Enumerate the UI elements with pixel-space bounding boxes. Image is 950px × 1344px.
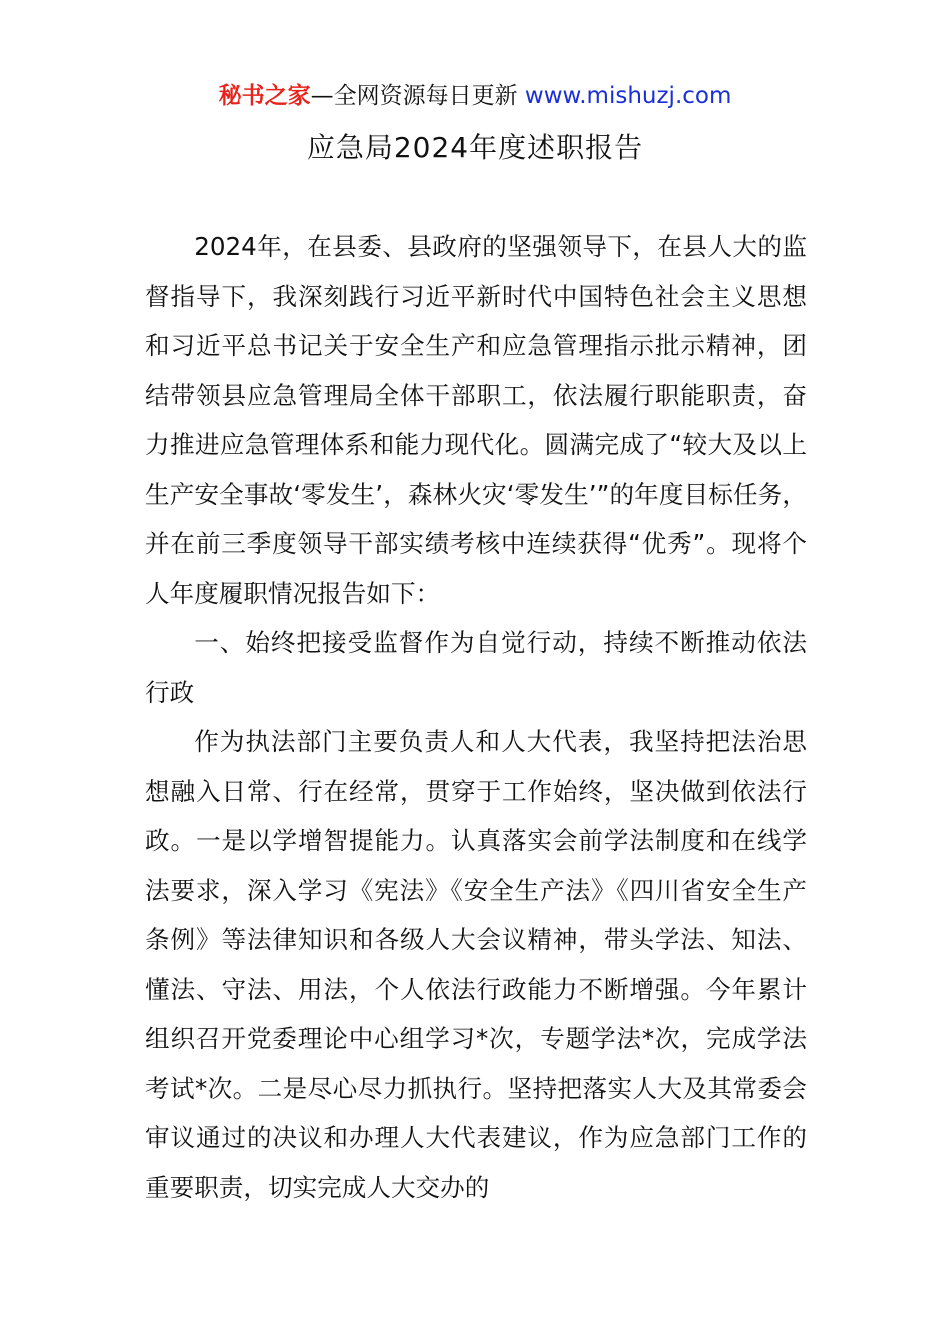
body-paragraph: 作为执法部门主要负责人和人大代表，我坚持把法治思想融入日常、行在经常，贯穿于工作始终，坚决做到依法行政。一是以学增智提能力。认真落实会前学法制度和在线学法要求，深入学习《宪法》《安全生产法》《四川省安全生产条例》等法律知识和各级人大会议精神，带头学法、知法、懂法、守法、用法，个人依法行政能力不断增强。今年累计组织召开党委理论中心组学习*次，专题学法*次，完成学法考试*次。二是尽心尽力抓执行。坚持把落实人大及其常委会审议通过的决议和办理人大代表建议，作为应急部门工作的重要职责，切实完成人大交办的 <box>145 727 807 1202</box>
document-body <box>145 222 807 1212</box>
site-tagline: —全网资源每日更新 <box>310 83 525 109</box>
intro-paragraph: 2024年，在县委、县政府的坚强领导下，在县人大的监督指导下，我深刻践行习近平新时代中国特色社会主义思想和习近平总书记关于安全生产和应急管理指示批示精神，团结带领县应急管理局全体干部职工，依法履行职能职责，奋力推进应急管理体系和能力现代化。圆满完成了“较大及以上生产安全事故‘零发生’，森林火灾‘零发生’”的年度目标任务，并在前三季度领导干部实绩考核中连续获得“优秀”。现将个人年度履职情况报告如下： <box>145 232 807 608</box>
site-header <box>0 80 950 112</box>
site-url-link[interactable]: www.mishuzj.com <box>524 83 732 109</box>
section-heading-1: 一、始终把接受监督作为自觉行动，持续不断推动依法行政 <box>145 628 807 707</box>
site-brand: 秘书之家 <box>218 83 311 109</box>
document-title: 应急局2024年度述职报告 <box>306 131 644 164</box>
